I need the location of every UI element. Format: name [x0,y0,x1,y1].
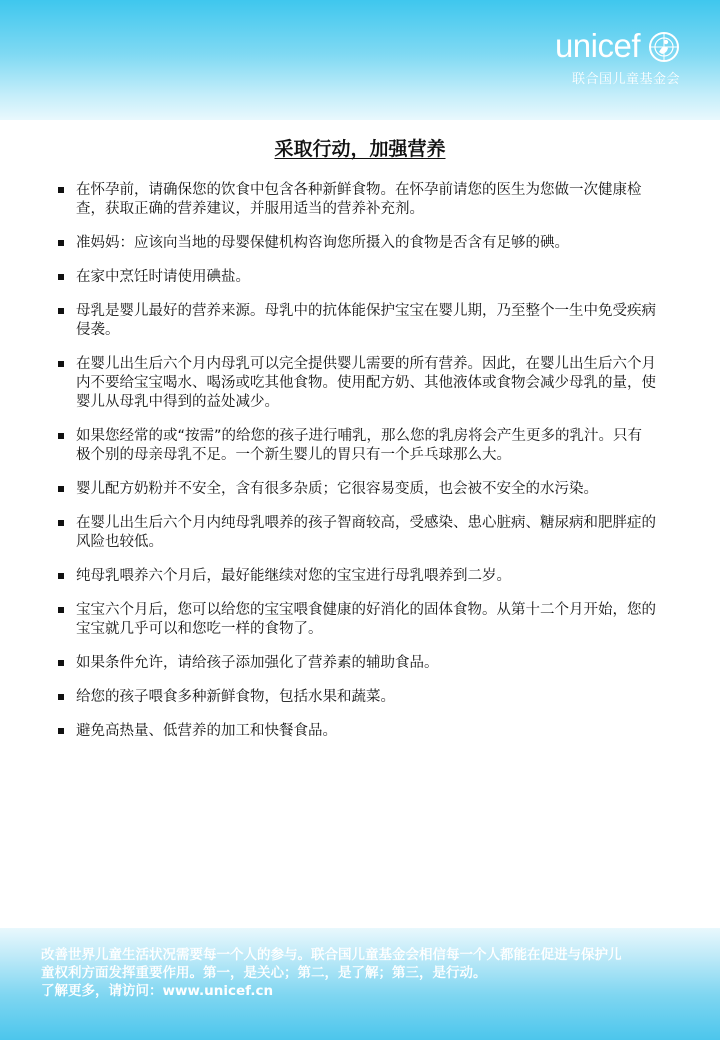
unicef-logo [540,28,680,88]
footer-line: 童权利方面发挥重要作用。第一，是关心；第二，是了解；第三，是行动。 [41,965,487,981]
bullet-list [56,181,656,756]
list-item-text: 在婴儿出生后六个月内母乳可以完全提供婴儿需要的所有营养。因此，在婴儿出生后六个月内不要给宝宝喝水、喝汤或吃其他食物。使用配方奶、其他液体或食物会减少母乳的量，使婴儿从母乳中得到的益处减少。 [76,356,656,410]
list-item-text: 在婴儿出生后六个月内纯母乳喂养的孩子智商较高，受感染、患心脏病、糖尿病和肥胖症的风险也较低。 [76,515,656,550]
list-item-text: 婴儿配方奶粉并不安全，含有很多杂质；它很容易变质，也会被不安全的水污染。 [76,481,598,497]
list-item-text: 准妈妈：应该向当地的母婴保健机构咨询您所摄入的食物是否含有足够的碘。 [76,235,569,251]
bullet-square-icon [58,573,64,579]
bullet-square-icon [58,361,64,367]
bullet-square-icon [58,660,64,666]
list-item [56,181,656,219]
header-band [0,0,720,120]
bullet-square-icon [58,694,64,700]
list-item-text: 在家中烹饪时请使用碘盐。 [76,269,250,285]
list-item-text: 给您的孩子喂食多种新鲜食物，包括水果和蔬菜。 [76,689,395,705]
list-item [56,268,656,287]
list-item [56,567,656,586]
list-item-text: 避免高热量、低营养的加工和快餐食品。 [76,723,337,739]
list-item-text: 纯母乳喂养六个月后，最好能继续对您的宝宝进行母乳喂养到二岁。 [76,568,511,584]
logo-subtitle: 联合国儿童基金会 [571,72,680,87]
list-item [56,601,656,639]
logo-wordmark: unicef [554,27,640,64]
page-title: 采取行动，加强营养 [274,138,446,160]
footer-line: 改善世界儿童生活状况需要每一个人的参与。联合国儿童基金会相信每一个人都能在促进与保护儿 [41,947,622,963]
bullet-square-icon [58,274,64,280]
list-item [56,722,656,741]
footer-link-line[interactable]: 了解更多，请访问：www.unicef.cn [41,983,274,999]
bullet-square-icon [58,728,64,734]
bullet-square-icon [58,433,64,439]
list-item [56,688,656,707]
list-item [56,654,656,673]
list-item [56,234,656,253]
bullet-square-icon [58,187,64,193]
bullet-square-icon [58,240,64,246]
bullet-square-icon [58,308,64,314]
list-item-text: 如果您经常的或“按需”的给您的孩子进行哺乳，那么您的乳房将会产生更多的乳汁。只有极个别的母亲母乳不足。一个新生婴儿的胃只有一个乒乓球那么大。 [76,428,643,463]
list-item [56,355,656,412]
bullet-square-icon [58,486,64,492]
list-item [56,480,656,499]
unicef-emblem-icon [648,31,680,63]
footer-band [0,928,720,1040]
bullet-square-icon [58,607,64,613]
list-item [56,427,656,465]
list-item [56,514,656,552]
list-item-text: 宝宝六个月后，您可以给您的宝宝喂食健康的好消化的固体食物。从第十二个月开始，您的宝宝就几乎可以和您吃一样的食物了。 [76,602,656,637]
list-item-text: 如果条件允许，请给孩子添加强化了营养素的辅助食品。 [76,655,439,671]
list-item-text: 母乳是婴儿最好的营养来源。母乳中的抗体能保护宝宝在婴儿期，乃至整个一生中免受疾病侵袭。 [76,303,656,338]
list-item [56,302,656,340]
bullet-square-icon [58,520,64,526]
footer-text [41,946,681,1000]
list-item-text: 在怀孕前，请确保您的饮食中包含各种新鲜食物。在怀孕前请您的医生为您做一次健康检查，获取正确的营养建议，并服用适当的营养补充剂。 [76,182,642,217]
